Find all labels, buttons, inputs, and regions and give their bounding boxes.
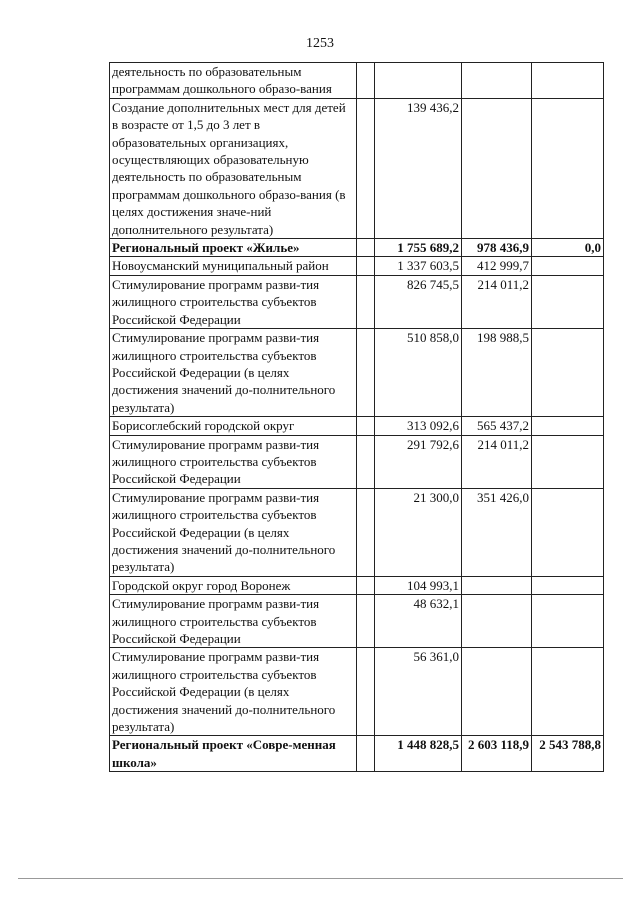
row-name-cell: Стимулирование программ разви-тия жилищного строительства субъектов Российской Федерации (в целях достижения значений до-полнительного результата) [110, 488, 357, 576]
row-value-1-cell: 48 632,1 [375, 595, 462, 648]
row-value-2-cell [462, 576, 532, 594]
row-value-2-cell: 214 011,2 [462, 275, 532, 328]
row-value-1-cell: 139 436,2 [375, 98, 462, 238]
row-value-3-cell [532, 595, 604, 648]
row-value-3-cell [532, 275, 604, 328]
row-spacer-cell [357, 417, 375, 435]
row-name-cell: Стимулирование программ разви-тия жилищного строительства субъектов Российской Федерации [110, 275, 357, 328]
row-spacer-cell [357, 239, 375, 257]
row-value-2-cell [462, 648, 532, 736]
row-value-1-cell: 1 755 689,2 [375, 239, 462, 257]
table-row [110, 239, 604, 257]
row-name-cell: Новоусманский муниципальный район [110, 257, 357, 275]
row-spacer-cell [357, 98, 375, 238]
row-spacer-cell [357, 736, 375, 772]
row-value-2-cell: 214 011,2 [462, 435, 532, 488]
page-number: 1253 [306, 36, 334, 51]
row-value-2-cell: 412 999,7 [462, 257, 532, 275]
table-row [110, 417, 604, 435]
row-spacer-cell [357, 648, 375, 736]
table-row [110, 595, 604, 648]
row-value-2-cell: 198 988,5 [462, 329, 532, 417]
row-spacer-cell [357, 576, 375, 594]
row-spacer-cell [357, 275, 375, 328]
row-name-cell: Региональный проект «Жилье» [110, 239, 357, 257]
row-value-1-cell: 291 792,6 [375, 435, 462, 488]
row-name-cell: Региональный проект «Совре-менная школа» [110, 736, 357, 772]
row-value-3-cell [532, 417, 604, 435]
row-spacer-cell [357, 595, 375, 648]
row-name-cell: деятельность по образовательным программам дошкольного образо-вания [110, 63, 357, 99]
budget-table-body [110, 63, 604, 772]
row-value-2-cell: 565 437,2 [462, 417, 532, 435]
row-value-2-cell: 351 426,0 [462, 488, 532, 576]
row-name-cell: Борисоглебский городской округ [110, 417, 357, 435]
row-value-2-cell [462, 98, 532, 238]
row-value-3-cell [532, 63, 604, 99]
row-name-cell: Стимулирование программ разви-тия жилищного строительства субъектов Российской Федерации (в целях достижения значений до-полнительного результата) [110, 329, 357, 417]
row-value-3-cell [532, 329, 604, 417]
row-name-cell: Создание дополнительных мест для детей в возрасте от 1,5 до 3 лет в образовательных организациях, осуществляющих образовательную деятельность по образовательным программам дошкольного образо-вания (в целях достижения значе-ний дополнительного результата) [110, 98, 357, 238]
row-name-cell: Стимулирование программ разви-тия жилищного строительства субъектов Российской Федерации [110, 435, 357, 488]
table-row [110, 435, 604, 488]
row-value-1-cell: 1 448 828,5 [375, 736, 462, 772]
row-value-2-cell [462, 63, 532, 99]
row-value-3-cell [532, 576, 604, 594]
table-row [110, 736, 604, 772]
table-row [110, 257, 604, 275]
row-value-3-cell [532, 488, 604, 576]
row-value-1-cell: 313 092,6 [375, 417, 462, 435]
table-row [110, 329, 604, 417]
row-value-1-cell: 510 858,0 [375, 329, 462, 417]
row-name-cell: Городской округ город Воронеж [110, 576, 357, 594]
table-row [110, 648, 604, 736]
table-row [110, 63, 604, 99]
row-value-3-cell [532, 435, 604, 488]
row-value-3-cell [532, 648, 604, 736]
row-value-3-cell: 2 543 788,8 [532, 736, 604, 772]
budget-table [109, 62, 604, 772]
row-value-3-cell [532, 257, 604, 275]
page-bottom-rule [18, 878, 623, 879]
row-spacer-cell [357, 257, 375, 275]
row-name-cell: Стимулирование программ разви-тия жилищного строительства субъектов Российской Федерации [110, 595, 357, 648]
table-row [110, 488, 604, 576]
table-row [110, 576, 604, 594]
row-value-1-cell: 826 745,5 [375, 275, 462, 328]
row-value-1-cell: 56 361,0 [375, 648, 462, 736]
row-value-1-cell: 104 993,1 [375, 576, 462, 594]
row-value-1-cell [375, 63, 462, 99]
table-row [110, 98, 604, 238]
table-row [110, 275, 604, 328]
row-value-3-cell: 0,0 [532, 239, 604, 257]
row-spacer-cell [357, 63, 375, 99]
row-value-2-cell [462, 595, 532, 648]
row-spacer-cell [357, 329, 375, 417]
row-name-cell: Стимулирование программ разви-тия жилищного строительства субъектов Российской Федерации (в целях достижения значений до-полнительного результата) [110, 648, 357, 736]
row-spacer-cell [357, 488, 375, 576]
row-value-1-cell: 21 300,0 [375, 488, 462, 576]
row-value-2-cell: 2 603 118,9 [462, 736, 532, 772]
row-spacer-cell [357, 435, 375, 488]
row-value-1-cell: 1 337 603,5 [375, 257, 462, 275]
row-value-3-cell [532, 98, 604, 238]
row-value-2-cell: 978 436,9 [462, 239, 532, 257]
